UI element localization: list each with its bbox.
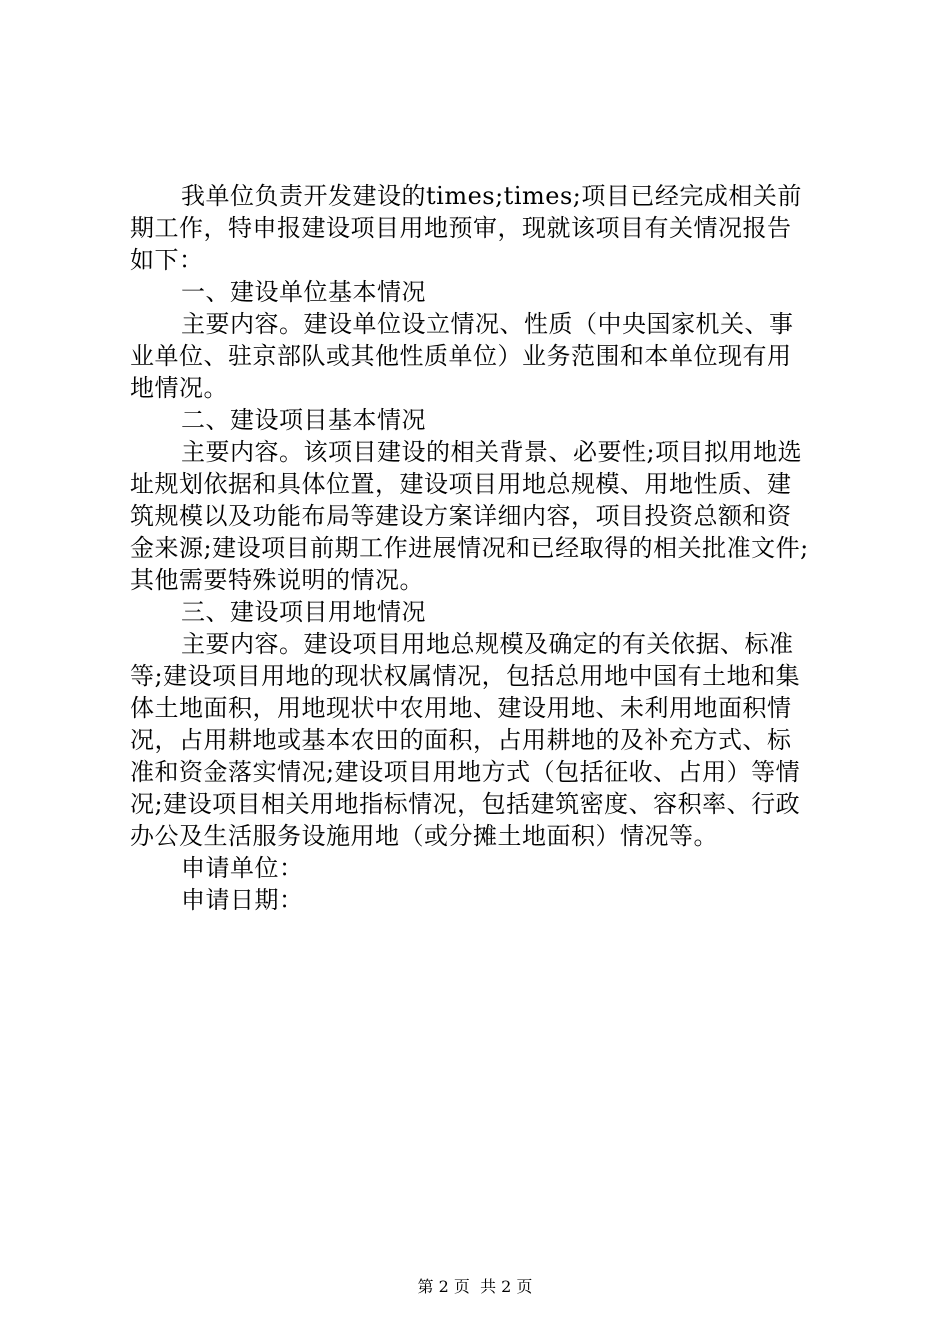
section-2-body-line-4: 金来源;建设项目前期工作进展情况和已经取得的相关批准文件; xyxy=(130,534,809,562)
applicant-unit-label: 申请单位： xyxy=(181,854,304,882)
section-heading-2: 二、建设项目基本情况 xyxy=(181,406,426,434)
section-2-body-line-5: 其他需要特殊说明的情况。 xyxy=(130,566,424,594)
section-1-body-line-3: 地情况。 xyxy=(130,374,228,402)
paragraph-intro-line-3: 如下： xyxy=(130,246,204,274)
paragraph-intro-line-2: 期工作，特申报建设项目用地预审，现就该项目有关情况报告 xyxy=(130,214,792,242)
section-2-body-line-2: 址规划依据和具体位置，建设项目用地总规模、用地性质、建 xyxy=(130,470,792,498)
paragraph-intro-line-1: 我单位负责开发建设的times;times;项目已经完成相关前 xyxy=(181,182,802,210)
section-2-body-line-3: 筑规模以及功能布局等建设方案详细内容，项目投资总额和资 xyxy=(130,502,792,530)
section-1-body-line-2: 业单位、驻京部队或其他性质单位）业务范围和本单位现有用 xyxy=(130,342,792,370)
section-3-body-line-5: 准和资金落实情况;建设项目用地方式（包括征收、占用）等情 xyxy=(130,758,801,786)
page-footer: 第 2 页 共 2 页 xyxy=(417,1277,533,1296)
section-3-body-line-4: 况，占用耕地或基本农田的面积，占用耕地的及补充方式、标 xyxy=(130,726,792,754)
section-2-body-line-1: 主要内容。该项目建设的相关背景、必要性;项目拟用地选 xyxy=(181,438,803,466)
section-1-body-line-1: 主要内容。建设单位设立情况、性质（中央国家机关、事 xyxy=(181,310,794,338)
section-3-body-line-6: 况;建设项目相关用地指标情况，包括建筑密度、容积率、行政 xyxy=(130,790,801,818)
application-date-label: 申请日期： xyxy=(181,886,304,914)
section-3-body-line-7: 办公及生活服务设施用地（或分摊土地面积）情况等。 xyxy=(130,822,718,850)
section-heading-1: 一、建设单位基本情况 xyxy=(181,278,426,306)
section-heading-3: 三、建设项目用地情况 xyxy=(181,598,426,626)
section-3-body-line-1: 主要内容。建设项目用地总规模及确定的有关依据、标准 xyxy=(181,630,794,658)
section-3-body-line-2: 等;建设项目用地的现状权属情况，包括总用地中国有土地和集 xyxy=(130,662,801,690)
section-3-body-line-3: 体土地面积，用地现状中农用地、建设用地、未利用地面积情 xyxy=(130,694,792,722)
